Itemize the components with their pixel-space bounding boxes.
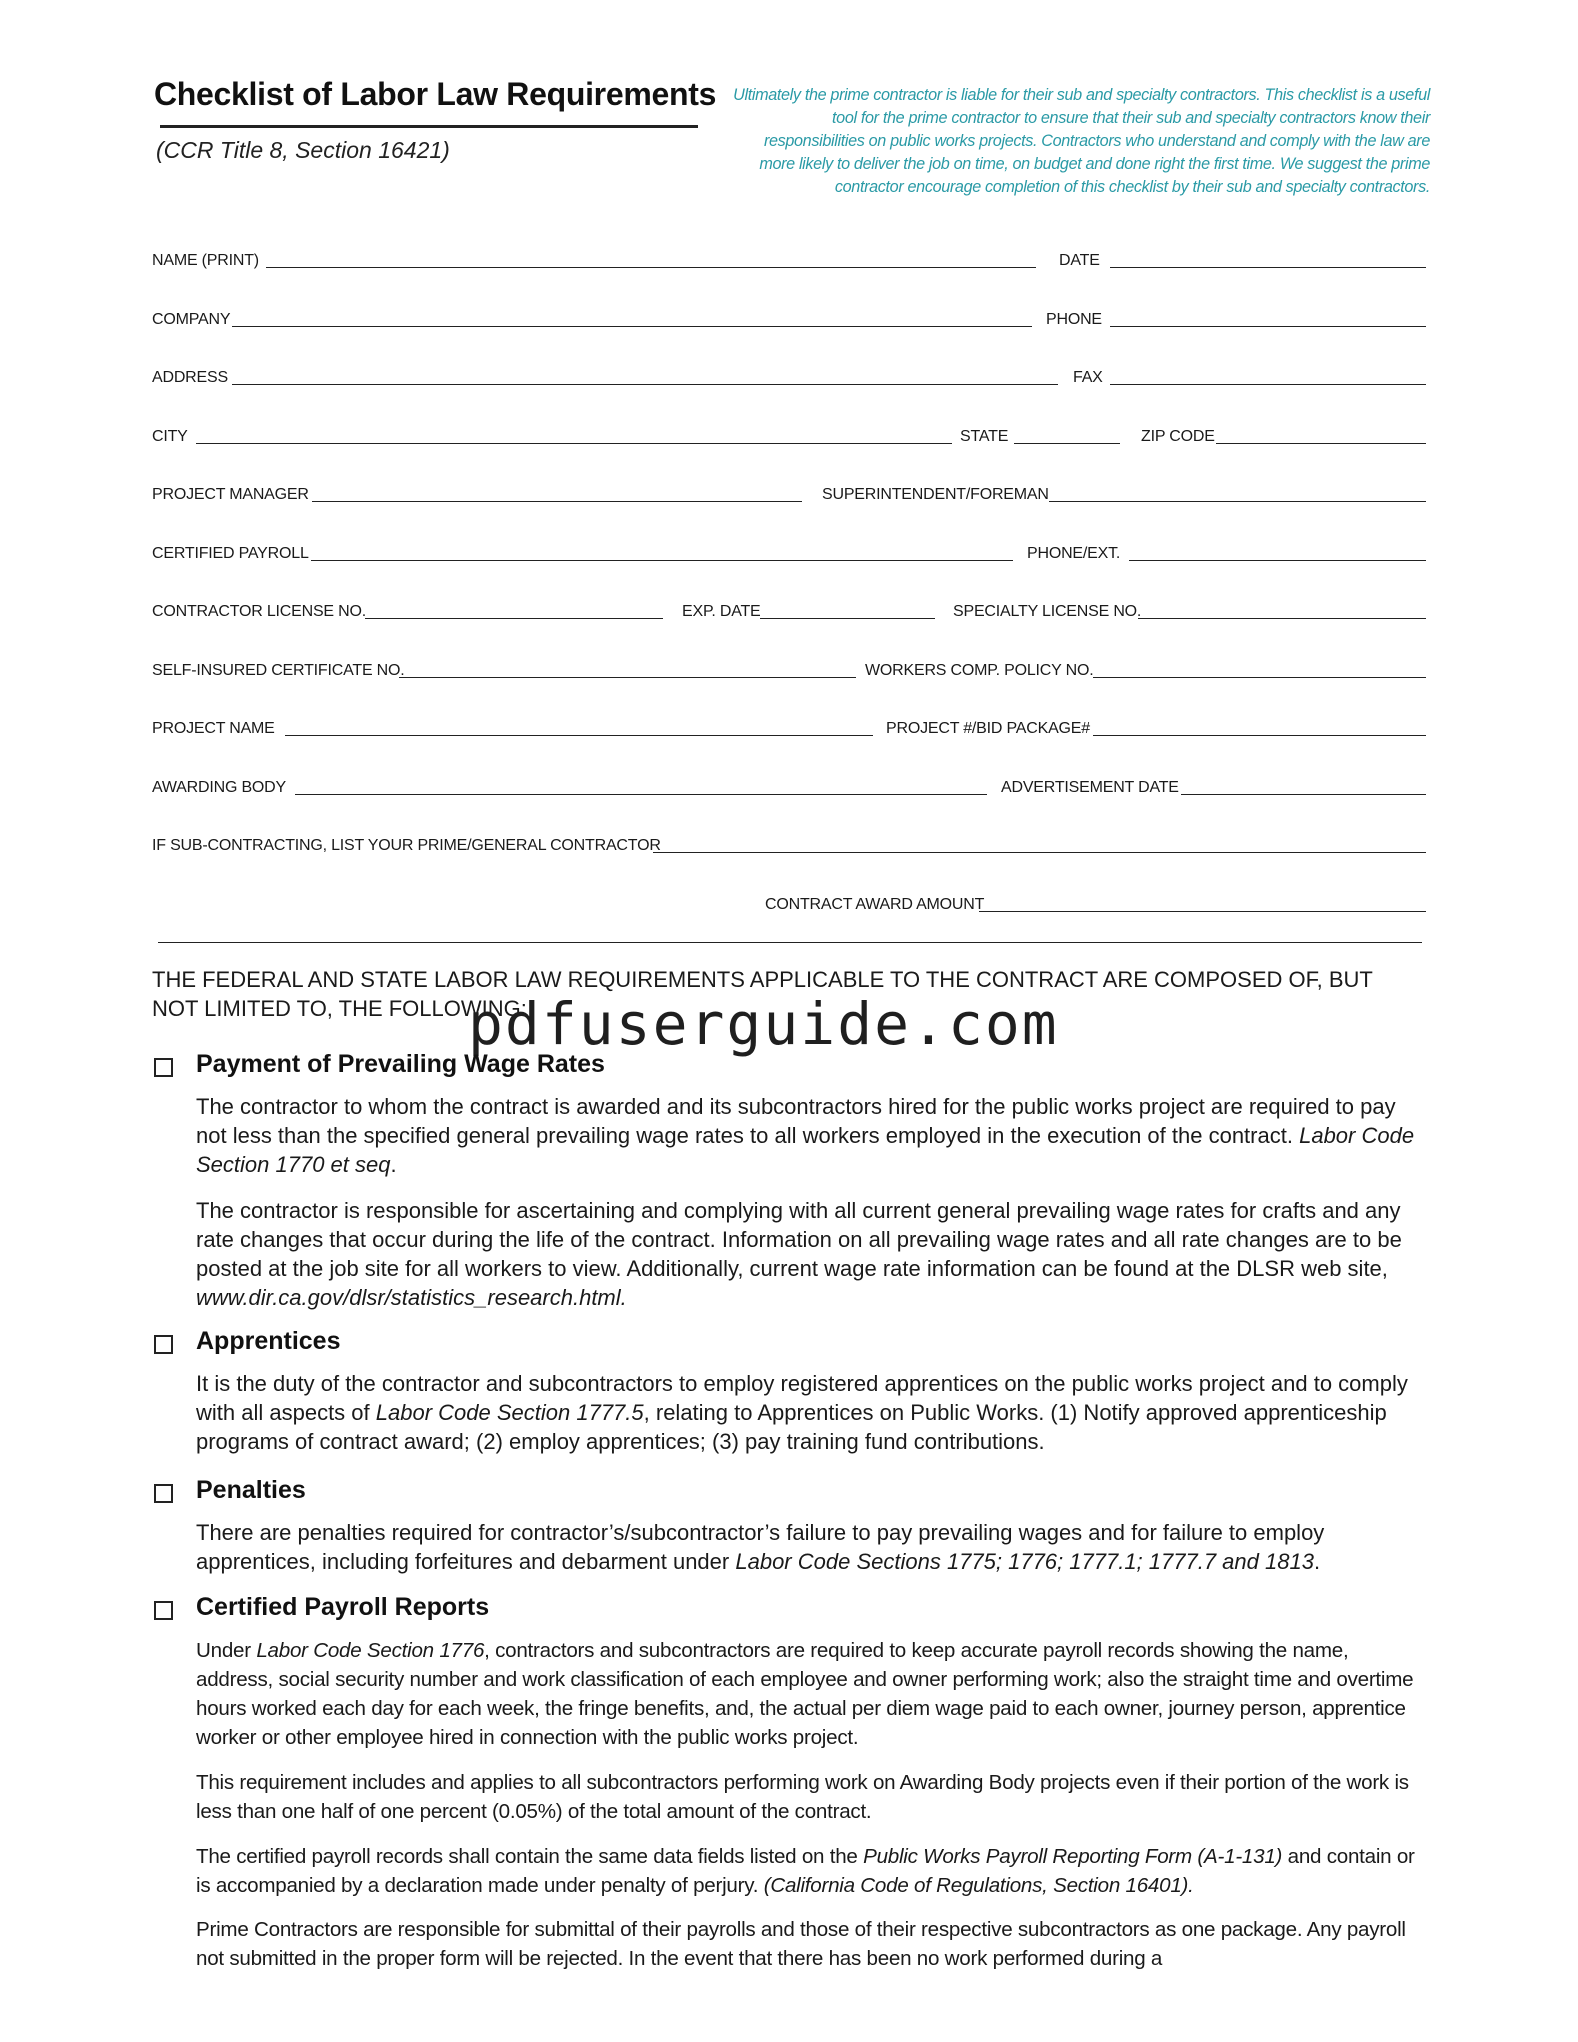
form-row-prime-contractor xyxy=(0,829,1578,859)
form-row-license xyxy=(0,595,1578,625)
name-label: NAME (PRINT) xyxy=(152,252,259,269)
workers-comp-label: WORKERS COMP. POLICY NO. xyxy=(865,662,1094,679)
zip-field[interactable] xyxy=(1216,443,1426,444)
certified-payroll-paragraph-4: Prime Contractors are responsible for submittal of their payrolls and those of their respective subcontractors as one package. Any payroll not submitted in the proper form will be rejected. In the event that there has been no work performed during a xyxy=(196,1918,1406,1970)
contractor-license-field[interactable] xyxy=(365,618,663,619)
project-manager-field[interactable] xyxy=(312,501,802,502)
sub-contracting-label: IF SUB-CONTRACTING, LIST YOUR PRIME/GENERAL CONTRACTOR xyxy=(152,837,661,854)
zip-label: ZIP CODE xyxy=(1141,428,1215,445)
phone-ext-label: PHONE/EXT. xyxy=(1027,545,1121,562)
apprentices-paragraph: It is the duty of the contractor and subcontractors to employ registered apprentices on the public works project and to comply with all aspects of Labor Code Section 1777.5, relating to Apprentices on Public Works. (1) Notify approved apprenticeship programs of contract award; (2) employ apprentices; (3) pay training fund contributions. xyxy=(196,1371,1408,1454)
certified-payroll-title: Certified Payroll Reports xyxy=(196,1593,490,1621)
apprentices-checkbox[interactable] xyxy=(154,1335,173,1354)
penalties-title: Penalties xyxy=(196,1476,306,1504)
awarding-body-label: AWARDING BODY xyxy=(152,779,287,796)
form-row-project-manager xyxy=(0,478,1578,508)
city-label: CITY xyxy=(152,428,188,445)
document-title: Checklist of Labor Law Requirements xyxy=(154,76,717,112)
intro-note: Ultimately the prime contractor is liable for their sub and specialty contractors. This checklist is a useful tool for the prime contractor to ensure that their sub and specialty contractors know their responsibilities on public works projects. Contractors who understand and comply with the law are more likely to deliver the job on time, on budget and done right the first time. We suggest the prime contractor encourage completion of this checklist by their sub and specialty contractors. xyxy=(733,86,1430,196)
contractor-license-label: CONTRACTOR LICENSE NO. xyxy=(152,603,366,620)
certified-payroll-paragraph-2: This requirement includes and applies to all subcontractors performing work on Awarding Body projects even if their portion of the work is less than one half of one percent (0.05%) of the total amount of the contract. xyxy=(196,1771,1409,1823)
self-insured-label: SELF-INSURED CERTIFICATE NO. xyxy=(152,662,405,679)
certified-payroll-checkbox[interactable] xyxy=(154,1601,173,1620)
certified-payroll-paragraph-3: The certified payroll records shall contain the same data fields listed on the Public Works Payroll Reporting Form (A-1-131) and contain or is accompanied by a declaration made under penalty of perjury. (California Code of Regulations, Section 16401). xyxy=(196,1845,1415,1897)
project-name-field[interactable] xyxy=(285,735,873,736)
form-row-name xyxy=(0,244,1578,274)
certified-payroll-field[interactable] xyxy=(311,560,1013,561)
project-manager-label: PROJECT MANAGER xyxy=(152,486,309,503)
phone-ext-field[interactable] xyxy=(1129,560,1426,561)
fax-field[interactable] xyxy=(1110,384,1426,385)
fax-label: FAX xyxy=(1073,369,1103,386)
document-subtitle: (CCR Title 8, Section 16421) xyxy=(156,137,450,163)
phone-field[interactable] xyxy=(1110,326,1426,327)
form-row-city xyxy=(0,420,1578,450)
section-divider xyxy=(158,942,1422,943)
contract-award-label: CONTRACT AWARD AMOUNT xyxy=(765,896,985,913)
penalties-paragraph: There are penalties required for contractor’s/subcontractor’s failure to pay prevailing wages and for failure to employ apprentices, including forfeitures and debarment under Labor Code Sections 1775; 1776; 1777.1; 1777.7 and 1813. xyxy=(196,1520,1325,1574)
apprentices-title: Apprentices xyxy=(196,1327,341,1355)
awarding-body-field[interactable] xyxy=(295,794,987,795)
requirements-lead: THE FEDERAL AND STATE LABOR LAW REQUIREMENTS APPLICABLE TO THE CONTRACT ARE COMPOSED OF, BUT NOT LIMITED TO, THE FOLLOWING: xyxy=(152,967,1373,1021)
specialty-license-label: SPECIALTY LICENSE NO. xyxy=(953,603,1142,620)
penalties-checkbox[interactable] xyxy=(154,1484,173,1503)
certified-payroll-label: CERTIFIED PAYROLL xyxy=(152,545,309,562)
prime-contractor-field[interactable] xyxy=(653,852,1426,853)
prevailing-wage-checkbox[interactable] xyxy=(154,1058,173,1077)
watermark: pdfuserguide.com xyxy=(468,990,1059,1058)
date-label: DATE xyxy=(1059,252,1100,269)
form-row-company xyxy=(0,303,1578,333)
advertisement-date-field[interactable] xyxy=(1181,794,1426,795)
phone-label: PHONE xyxy=(1046,311,1102,328)
self-insured-field[interactable] xyxy=(399,677,856,678)
contract-award-field[interactable] xyxy=(979,911,1426,912)
project-number-label: PROJECT #/BID PACKAGE# xyxy=(886,720,1090,737)
workers-comp-field[interactable] xyxy=(1093,677,1426,678)
date-field[interactable] xyxy=(1110,267,1426,268)
superintendent-label: SUPERINTENDENT/FOREMAN xyxy=(822,486,1049,503)
superintendent-field[interactable] xyxy=(1049,501,1426,502)
prevailing-wage-paragraph-2: The contractor is responsible for ascertaining and complying with all current general prevailing wage rates for crafts and any rate changes that occur during the life of the contract. Information on all prevailing wage rates and all rate changes are to be posted at the job site for all workers to view. Additionally, current wage rate information can be found at the DLSR web site, www.dir.ca.gov/dlsr/statistics_research.html. xyxy=(196,1198,1402,1310)
project-name-label: PROJECT NAME xyxy=(152,720,275,737)
project-number-field[interactable] xyxy=(1093,735,1426,736)
prevailing-wage-paragraph-1: The contractor to whom the contract is awarded and its subcontractors hired for the public works project are required to pay not less than the specified general prevailing wage rates to all workers employed in the execution of the contract. Labor Code Section 1770 et seq. xyxy=(196,1094,1415,1177)
exp-date-label: EXP. DATE xyxy=(682,603,761,620)
advertisement-date-label: ADVERTISEMENT DATE xyxy=(1001,779,1179,796)
certified-payroll-paragraph-1: Under Labor Code Section 1776, contractors and subcontractors are required to keep accurate payroll records showing the name, address, social security number and work classification of each employee and owner performing work; also the straight time and overtime hours worked each day for each week, the fringe benefits, and, the actual per diem wage paid to each owner, journey person, apprentice worker or other employee hired in connection with the public works project. xyxy=(196,1639,1414,1749)
specialty-license-field[interactable] xyxy=(1138,618,1426,619)
exp-date-field[interactable] xyxy=(760,618,935,619)
state-label: STATE xyxy=(960,428,1009,445)
prevailing-wage-title: Payment of Prevailing Wage Rates xyxy=(196,1050,605,1078)
address-label: ADDRESS xyxy=(152,369,228,386)
company-field[interactable] xyxy=(232,326,1032,327)
company-label: COMPANY xyxy=(152,311,231,328)
name-field[interactable] xyxy=(266,267,1036,268)
form-row-certified-payroll xyxy=(0,537,1578,567)
city-field[interactable] xyxy=(196,443,952,444)
form-row-insurance xyxy=(0,654,1578,684)
form-row-address xyxy=(0,361,1578,391)
form-row-awarding-body xyxy=(0,771,1578,801)
form-row-contract-award xyxy=(0,888,1578,918)
state-field[interactable] xyxy=(1014,443,1120,444)
form-row-project xyxy=(0,712,1578,742)
title-underline xyxy=(160,125,698,128)
dlsr-web-link[interactable]: www.dir.ca.gov/dlsr/statistics_research.html. xyxy=(196,1285,627,1310)
address-field[interactable] xyxy=(232,384,1058,385)
